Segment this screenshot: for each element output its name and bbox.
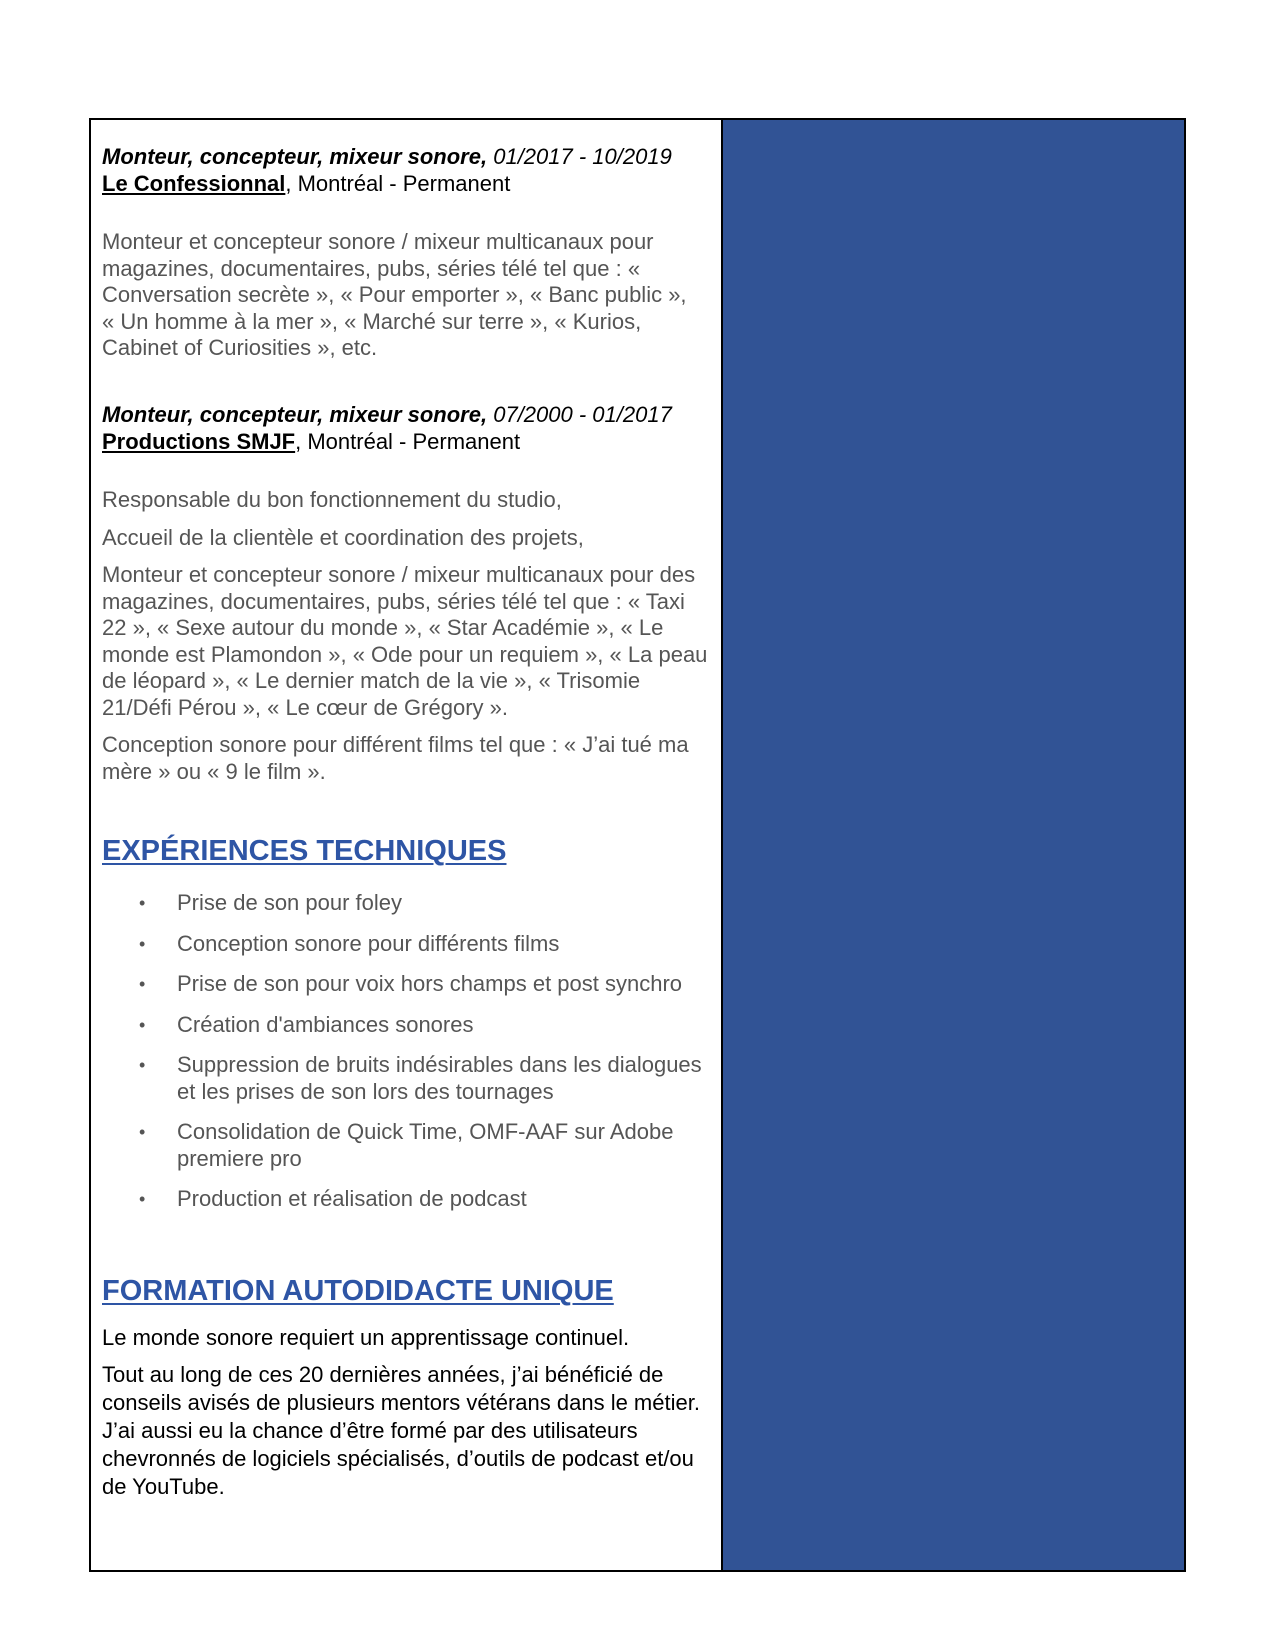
list-item bbox=[102, 1119, 711, 1172]
list-item bbox=[102, 1012, 711, 1039]
main-column bbox=[91, 120, 723, 1570]
list-item-text: Prise de son pour voix hors champs et post synchro bbox=[177, 971, 683, 996]
list-item-text: Production et réalisation de podcast bbox=[177, 1186, 527, 1211]
bullet-icon: • bbox=[139, 974, 146, 994]
job-role: Monteur, concepteur, mixeur sonore, bbox=[102, 144, 488, 169]
section-heading-technical: EXPÉRIENCES TECHNIQUES bbox=[102, 835, 507, 867]
training-text bbox=[102, 1324, 711, 1501]
list-item bbox=[102, 931, 711, 958]
technical-list bbox=[102, 890, 711, 1213]
job-paragraph: Conception sonore pour différent films tel que : « J’ai tué ma mère » ou « 9 le film ». bbox=[102, 732, 689, 784]
job-entry-1 bbox=[102, 144, 711, 402]
job-title-line bbox=[102, 402, 711, 428]
list-item bbox=[102, 890, 711, 917]
list-item bbox=[102, 1186, 711, 1213]
job-paragraph: Accueil de la clientèle et coordination des projets, bbox=[102, 524, 584, 550]
job-dates: 07/2000 - 01/2017 bbox=[493, 402, 672, 427]
job-paragraph: Responsable du bon fonctionnement du studio, bbox=[102, 487, 562, 512]
job-paragraph: Monteur et concepteur sonore / mixeur multicanaux pour des magazines, documentaires, pubs, séries télé tel que : « Taxi 22 », « Sexe autour du monde », « Star Académie », « Le monde est Plamondon », « Ode pour un requiem », « La peau de léopard », « Le dernier match de la vie », « Trisomie 21/Défi Pérou », « Le cœur de Grégory ». bbox=[102, 562, 708, 720]
list-item-text: Création d'ambiances sonores bbox=[177, 1011, 474, 1037]
job-description bbox=[102, 487, 711, 785]
job-role: Monteur, concepteur, mixeur sonore, bbox=[102, 402, 488, 427]
list-item bbox=[102, 971, 711, 998]
training-paragraph: Le monde sonore requiert un apprentissage continuel. bbox=[102, 1325, 630, 1350]
list-item-text: Suppression de bruits indésirables dans les dialogues et les prises de son lors des tournages bbox=[177, 1052, 702, 1104]
job-company-line bbox=[102, 428, 711, 455]
technical-section bbox=[102, 834, 711, 1274]
training-paragraph: Tout au long de ces 20 dernières années, j’ai bénéficié de conseils avisés de plusieurs mentors vétérans dans le métier. J’ai aussi eu la chance d’être formé par des utilisateurs chevronnés de logiciels spécialisés, d’outils de podcast et/ou de YouTube. bbox=[102, 1362, 700, 1499]
job-dates: 01/2017 - 10/2019 bbox=[493, 144, 672, 169]
bullet-icon: • bbox=[139, 1014, 146, 1035]
list-item-text: Prise de son pour foley bbox=[177, 890, 403, 915]
job-entry-2 bbox=[102, 402, 711, 834]
bullet-icon: • bbox=[139, 1122, 146, 1142]
job-title-line bbox=[102, 144, 711, 170]
job-location: , Montréal - Permanent bbox=[295, 429, 521, 454]
job-company: Productions SMJF bbox=[102, 429, 296, 454]
list-item bbox=[102, 1052, 711, 1105]
job-company-line bbox=[102, 170, 711, 197]
list-item-text: Consolidation de Quick Time, OMF-AAF sur Adobe premiere pro bbox=[177, 1119, 674, 1171]
bullet-icon: • bbox=[139, 1189, 146, 1209]
section-heading-training: FORMATION AUTODIDACTE UNIQUE bbox=[102, 1275, 614, 1307]
training-section bbox=[102, 1274, 711, 1501]
job-company: Le Confessionnal bbox=[102, 171, 286, 196]
job-paragraph: Monteur et concepteur sonore / mixeur multicanaux pour magazines, documentaires, pubs, séries télé tel que : « Conversation secrète », « Pour emporter », « Banc public », « Un homme à la mer », « Marché sur terre », « Kurios, Cabinet of Curiosities », etc. bbox=[102, 229, 687, 360]
resume-page-frame bbox=[89, 118, 1186, 1572]
list-item-text: Conception sonore pour différents films bbox=[177, 930, 560, 956]
blue-sidebar bbox=[723, 120, 1184, 1570]
bullet-icon: • bbox=[139, 933, 146, 954]
bullet-icon: • bbox=[139, 893, 146, 913]
job-description bbox=[102, 229, 711, 362]
bullet-icon: • bbox=[139, 1055, 146, 1075]
job-location: , Montréal - Permanent bbox=[285, 171, 511, 196]
